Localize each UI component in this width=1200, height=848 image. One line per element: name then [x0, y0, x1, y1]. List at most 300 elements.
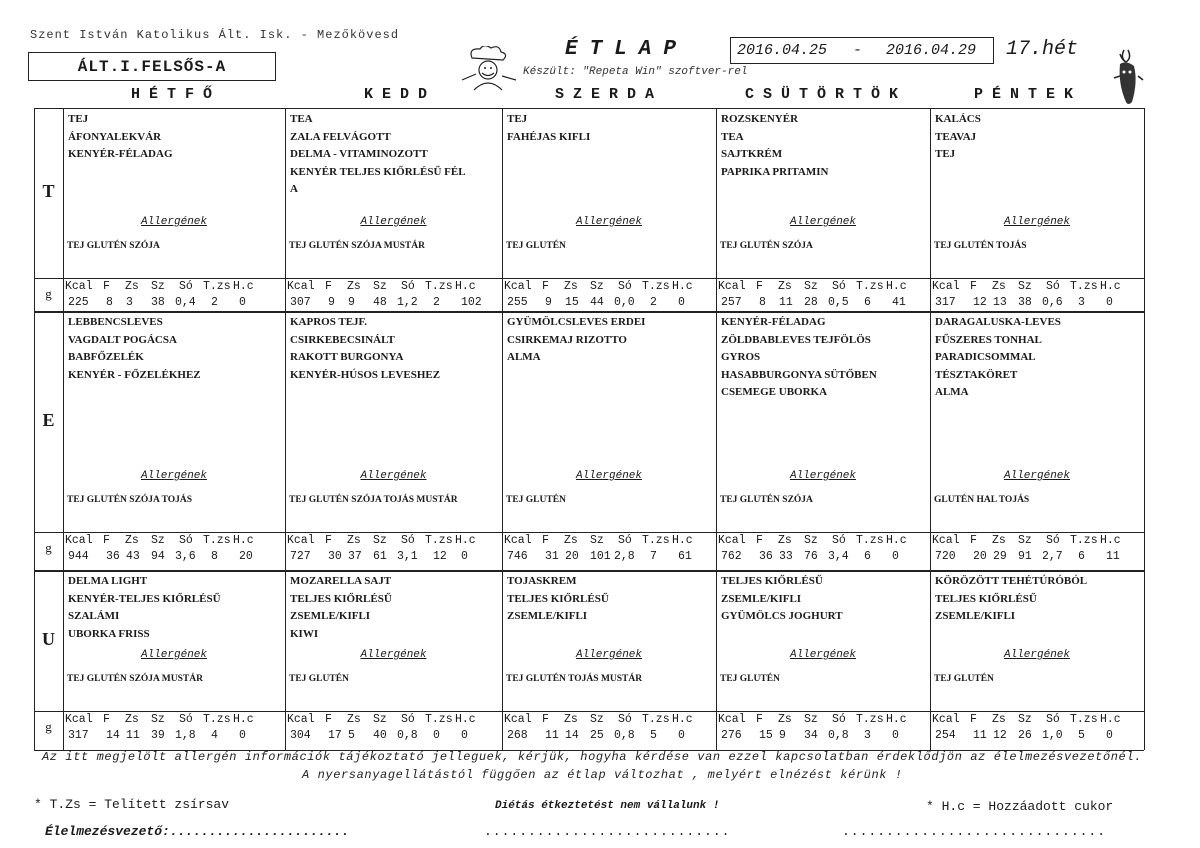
- date-separator: -: [853, 42, 863, 59]
- nutrition-value: 2: [650, 296, 657, 309]
- nutrition-value: 727: [290, 550, 311, 563]
- menu-title: ÉTLAP: [565, 38, 689, 61]
- nutrition-value: 11: [1106, 550, 1120, 563]
- nutrition-header: Zs: [778, 534, 792, 547]
- menu-item: BABFŐZELÉK: [68, 351, 144, 363]
- nutrition-header: Zs: [778, 280, 792, 293]
- nutrition-value: 61: [373, 550, 387, 563]
- allergen-values: TEJ GLUTÉN SZÓJA MUSTÁR: [67, 674, 203, 684]
- nutrition-header: Sz: [804, 534, 818, 547]
- menu-item: KENYÉR-HÚSOS LEVESHEZ: [290, 368, 441, 381]
- week-number: 17.hét: [1006, 38, 1079, 61]
- allergen-values: TEJ GLUTÉN TOJÁS: [934, 241, 1027, 251]
- menu-item: KENYÉR - FŐZELÉKHEZ: [68, 368, 201, 381]
- menu-item: KAPROS TEJF.: [290, 316, 368, 328]
- nutrition-header: H.c: [886, 713, 907, 726]
- allergen-heading: Allergének: [575, 470, 642, 482]
- allergen-values: TEJ GLUTÉN SZÓJA TOJÁS: [67, 495, 193, 505]
- nutrition-header: F: [542, 280, 549, 293]
- menu-items: [68, 314, 201, 384]
- menu-cell: [285, 108, 502, 311]
- menu-cell: [63, 570, 285, 750]
- nutrition-header: F: [325, 280, 332, 293]
- nutrition-value: 2,7: [1042, 550, 1063, 563]
- nutrition-header: Só: [618, 534, 632, 547]
- nutrition-value: 20: [239, 550, 253, 563]
- menu-cell: [502, 311, 716, 570]
- nutrition-header: Sz: [151, 534, 165, 547]
- menu-item: LEBBENCSLEVES: [68, 316, 163, 328]
- menu-item: GYÜMÖLCSLEVES ERDEI: [507, 316, 646, 328]
- menu-items: [721, 314, 877, 402]
- nutrition-value: 101: [590, 550, 611, 563]
- nutrition-header: Zs: [347, 534, 361, 547]
- nutrition-value: 91: [1018, 550, 1032, 563]
- nutrition-header: Kcal: [65, 280, 93, 293]
- menu-items: [721, 573, 843, 626]
- nutrition-value: 0: [1106, 296, 1113, 309]
- nutrition-value: 0: [461, 550, 468, 563]
- nutrition-header: Kcal: [287, 280, 315, 293]
- manager-signature-line: Élelmezésvezető:.......................: [45, 824, 350, 839]
- nutrition-value: 4: [211, 729, 218, 742]
- nutrition-header: Sz: [151, 280, 165, 293]
- menu-items: [721, 111, 828, 181]
- menu-item: TELJES KIŐRLÉSŰ: [290, 592, 392, 605]
- nutrition-value: 0,5: [828, 296, 849, 309]
- nutrition-value: 3,1: [397, 550, 418, 563]
- nutrition-value: 33: [779, 550, 793, 563]
- nutrition-header: Zs: [347, 280, 361, 293]
- date-from: 2016.04.25: [737, 42, 828, 59]
- nutrition-value: 9: [545, 296, 552, 309]
- nutrition-header: F: [103, 713, 110, 726]
- allergen-values: GLUTÉN HAL TOJÁS: [934, 495, 1030, 505]
- nutrition-value: 2: [433, 296, 440, 309]
- allergen-values: TEJ GLUTÉN: [720, 674, 780, 684]
- nutrition-header: Só: [401, 713, 415, 726]
- nutrition-value: 317: [935, 296, 956, 309]
- nutrition-header: T.zs: [425, 280, 453, 293]
- nutrition-value: 12: [993, 729, 1007, 742]
- change-notice: A nyersanyagellátástól függően az étlap változhat , melyért elnézést kérünk !: [302, 768, 903, 782]
- nutrition-header: T.zs: [642, 713, 670, 726]
- nutrition-header: T.zs: [425, 534, 453, 547]
- menu-item: TEJ: [68, 113, 89, 125]
- allergen-values: TEJ GLUTÉN TOJÁS MUSTÁR: [506, 674, 643, 684]
- nutrition-value: 11: [973, 729, 987, 742]
- nutrition-value: 40: [373, 729, 387, 742]
- nutrition-header: H.c: [233, 713, 254, 726]
- menu-item: SAJTKRÉM: [721, 148, 783, 160]
- nutrition-value: 8: [759, 296, 766, 309]
- menu-item: KALÁCS: [935, 113, 981, 125]
- allergen-heading: Allergének: [140, 649, 207, 661]
- gram-unit-label: g: [45, 719, 52, 734]
- menu-cell: [285, 311, 502, 570]
- day-header-friday: PÉNTEK: [974, 86, 1083, 103]
- nutrition-value: 29: [993, 550, 1007, 563]
- menu-item: SZALÁMI: [68, 610, 120, 622]
- signature-line-2: ............................: [484, 824, 731, 839]
- menu-cell: [716, 311, 930, 570]
- menu-item: ALMA: [935, 386, 969, 398]
- nutrition-value: 7: [650, 550, 657, 563]
- nutrition-header: Sz: [590, 280, 604, 293]
- nutrition-header: F: [103, 534, 110, 547]
- nutrition-header: Só: [179, 534, 193, 547]
- nutrition-value: 3: [1078, 296, 1085, 309]
- gram-unit-label: g: [45, 540, 52, 555]
- nutrition-header: Zs: [564, 534, 578, 547]
- menu-cell: [930, 311, 1144, 570]
- nutrition-header: H.c: [233, 534, 254, 547]
- menu-item: KENYÉR-TELJES KIŐRLÉSŰ: [68, 592, 221, 605]
- nutrition-value: 44: [590, 296, 604, 309]
- menu-item: CSIRKEBECSINÁLT: [290, 333, 395, 346]
- menu-item: CSIRKEMAJ RIZOTTO: [507, 333, 627, 346]
- nutrition-header: Zs: [992, 280, 1006, 293]
- nutrition-value: 20: [973, 550, 987, 563]
- day-header-monday: HÉTFŐ: [131, 86, 222, 103]
- allergen-values: TEJ GLUTÉN: [506, 495, 566, 505]
- nutrition-header: Zs: [564, 713, 578, 726]
- allergen-heading: Allergének: [1003, 216, 1070, 228]
- nutrition-header: Zs: [778, 713, 792, 726]
- menu-item: CSEMEGE UBORKA: [721, 386, 828, 398]
- signature-line-3: ..............................: [842, 824, 1107, 839]
- allergen-values: TEJ GLUTÉN SZÓJA: [720, 241, 813, 251]
- nutrition-value: 3: [864, 729, 871, 742]
- nutrition-value: 14: [565, 729, 579, 742]
- nutrition-header: H.c: [886, 280, 907, 293]
- nutrition-value: 3,6: [175, 550, 196, 563]
- nutrition-header: H.c: [1100, 534, 1121, 547]
- nutrition-header: F: [756, 280, 763, 293]
- menu-items: [290, 111, 466, 199]
- nutrition-value: 1,0: [1042, 729, 1063, 742]
- nutrition-value: 48: [373, 296, 387, 309]
- meal-letter: E: [42, 409, 55, 430]
- nutrition-header: F: [542, 713, 549, 726]
- allergen-heading: Allergének: [1003, 649, 1070, 661]
- nutrition-header: Só: [179, 713, 193, 726]
- menu-item: ROZSKENYÉR: [721, 113, 799, 125]
- nutrition-value: 255: [507, 296, 528, 309]
- allergen-heading: Allergének: [575, 649, 642, 661]
- nutrition-header: Kcal: [65, 713, 93, 726]
- nutrition-value: 12: [433, 550, 447, 563]
- nutrition-value: 11: [779, 296, 793, 309]
- nutrition-value: 1,2: [397, 296, 418, 309]
- nutrition-header: Kcal: [504, 280, 532, 293]
- nutrition-value: 0: [239, 296, 246, 309]
- nutrition-value: 0: [433, 729, 440, 742]
- menu-item: TÉSZTAKÖRET: [935, 368, 1018, 381]
- allergen-heading: Allergének: [360, 649, 427, 661]
- menu-item: ZSEMLE/KIFLI: [721, 592, 802, 605]
- menu-item: ALMA: [507, 351, 541, 363]
- nutrition-value: 0: [678, 729, 685, 742]
- menu-item: FAHÉJAS KIFLI: [507, 130, 591, 143]
- tzs-legend: * T.Zs = Telített zsírsav: [34, 797, 230, 812]
- nutrition-value: 0,6: [1042, 296, 1063, 309]
- menu-item: TEJ: [935, 148, 956, 160]
- menu-item: PAPRIKA PRITAMIN: [721, 165, 829, 178]
- nutrition-value: 0,4: [175, 296, 196, 309]
- menu-item: DELMA - VITAMINOZOTT: [290, 148, 428, 160]
- allergen-heading: Allergének: [140, 470, 207, 482]
- nutrition-value: 76: [804, 550, 818, 563]
- allergen-values: TEJ GLUTÉN: [506, 241, 566, 251]
- nutrition-value: 254: [935, 729, 956, 742]
- nutrition-value: 276: [721, 729, 742, 742]
- nutrition-header: Sz: [590, 713, 604, 726]
- nutrition-header: Sz: [1018, 534, 1032, 547]
- nutrition-header: Sz: [373, 713, 387, 726]
- nutrition-header: H.c: [886, 534, 907, 547]
- menu-item: TELJES KIŐRLÉSŰ: [935, 592, 1037, 605]
- menu-item: DARAGALUSKA-LEVES: [935, 316, 1061, 328]
- nutrition-value: 304: [290, 729, 311, 742]
- menu-cell: [930, 570, 1144, 750]
- nutrition-value: 28: [804, 296, 818, 309]
- menu-item: ZALA FELVÁGOTT: [290, 130, 391, 143]
- allergen-values: TEJ GLUTÉN SZÓJA: [67, 241, 160, 251]
- menu-item: KIWI: [290, 627, 319, 640]
- allergen-values: TEJ GLUTÉN SZÓJA: [720, 495, 813, 505]
- menu-table: [34, 108, 1144, 750]
- menu-items: [507, 111, 590, 146]
- nutrition-header: F: [756, 534, 763, 547]
- allergen-values: TEJ GLUTÉN SZÓJA MUSTÁR: [289, 241, 425, 251]
- nutrition-header: H.c: [1100, 713, 1121, 726]
- nutrition-header: F: [103, 280, 110, 293]
- hc-legend: * H.c = Hozzáadott cukor: [926, 799, 1114, 814]
- nutrition-header: T.zs: [203, 280, 231, 293]
- nutrition-header: H.c: [672, 534, 693, 547]
- menu-item: ZSEMLE/KIFLI: [935, 610, 1016, 622]
- nutrition-value: 0: [892, 550, 899, 563]
- menu-items: [935, 111, 981, 164]
- nutrition-header: H.c: [233, 280, 254, 293]
- menu-cell: [502, 570, 716, 750]
- allergen-disclaimer: Az itt megjelölt allergén információk tájékoztató jelleguek, kérjük, hogyha kérdése van ezzel kapcsolatban érdeklődjön az élelmezésvezetőnél.: [42, 750, 1142, 764]
- nutrition-value: 9: [328, 296, 335, 309]
- menu-item: KENYÉR-FÉLADAG: [721, 316, 826, 328]
- allergen-heading: Allergének: [575, 216, 642, 228]
- chef-icon: [458, 46, 520, 92]
- nutrition-header: Só: [1046, 280, 1060, 293]
- nutrition-header: F: [970, 534, 977, 547]
- nutrition-header: Kcal: [932, 713, 960, 726]
- nutrition-value: 15: [565, 296, 579, 309]
- nutrition-header: Kcal: [65, 534, 93, 547]
- menu-items: [68, 111, 173, 164]
- nutrition-value: 37: [348, 550, 362, 563]
- nutrition-header: T.zs: [642, 280, 670, 293]
- nutrition-header: Só: [618, 280, 632, 293]
- nutrition-header: T.zs: [856, 713, 884, 726]
- menu-items: [935, 573, 1087, 626]
- menu-item: UBORKA FRISS: [68, 627, 150, 640]
- menu-item: DELMA LIGHT: [68, 575, 148, 587]
- nutrition-value: 317: [68, 729, 89, 742]
- nutrition-header: T.zs: [642, 534, 670, 547]
- nutrition-header: Só: [618, 713, 632, 726]
- nutrition-header: Só: [401, 280, 415, 293]
- nutrition-header: F: [970, 713, 977, 726]
- nutrition-header: Só: [832, 280, 846, 293]
- date-range: [730, 37, 994, 64]
- nutrition-value: 3: [126, 296, 133, 309]
- nutrition-value: 1,8: [175, 729, 196, 742]
- menu-item: HASABBURGONYA SÜTŐBEN: [721, 368, 877, 381]
- nutrition-value: 36: [759, 550, 773, 563]
- class-label: ÁLT.I.FELSŐS-A: [28, 52, 276, 81]
- nutrition-header: Sz: [151, 713, 165, 726]
- menu-cell: [63, 311, 285, 570]
- menu-item: GYROS: [721, 351, 761, 363]
- nutrition-value: 0: [239, 729, 246, 742]
- nutrition-header: H.c: [1100, 280, 1121, 293]
- nutrition-header: Só: [401, 534, 415, 547]
- menu-cell: [502, 108, 716, 311]
- nutrition-value: 0: [1106, 729, 1113, 742]
- nutrition-header: Zs: [564, 280, 578, 293]
- nutrition-value: 0,0: [614, 296, 635, 309]
- nutrition-header: Zs: [347, 713, 361, 726]
- menu-cell: [285, 570, 502, 750]
- nutrition-header: H.c: [672, 713, 693, 726]
- nutrition-header: F: [542, 534, 549, 547]
- allergen-heading: Allergének: [360, 470, 427, 482]
- nutrition-header: Sz: [373, 534, 387, 547]
- nutrition-header: Sz: [804, 713, 818, 726]
- nutrition-header: F: [970, 280, 977, 293]
- nutrition-header: Sz: [1018, 713, 1032, 726]
- nutrition-header: Só: [1046, 713, 1060, 726]
- nutrition-value: 61: [678, 550, 692, 563]
- menu-item: ZSEMLE/KIFLI: [507, 610, 588, 622]
- nutrition-value: 9: [779, 729, 786, 742]
- nutrition-value: 9: [348, 296, 355, 309]
- nutrition-header: Sz: [590, 534, 604, 547]
- nutrition-value: 43: [126, 550, 140, 563]
- nutrition-value: 6: [864, 550, 871, 563]
- allergen-values: TEJ GLUTÉN SZÓJA TOJÁS MUSTÁR: [289, 495, 458, 505]
- nutrition-value: 257: [721, 296, 742, 309]
- nutrition-header: Zs: [125, 534, 139, 547]
- menu-item: TOJASKREM: [507, 575, 577, 587]
- nutrition-value: 0,8: [614, 729, 635, 742]
- nutrition-header: Só: [179, 280, 193, 293]
- menu-item: KENYÉR TELJES KIŐRLÉSŰ FÉL: [290, 165, 466, 178]
- menu-cell: [930, 108, 1144, 311]
- nutrition-header: Sz: [373, 280, 387, 293]
- menu-item: TEA: [721, 130, 744, 143]
- menu-item: KENYÉR-FÉLADAG: [68, 148, 173, 160]
- grid-vertical-line: [1144, 108, 1145, 750]
- menu-items: [290, 314, 440, 384]
- nutrition-header: T.zs: [203, 534, 231, 547]
- day-header-wednesday: SZERDA: [555, 86, 664, 103]
- nutrition-value: 6: [1078, 550, 1085, 563]
- menu-items: [507, 314, 645, 367]
- nutrition-header: T.zs: [1070, 713, 1098, 726]
- nutrition-value: 14: [106, 729, 120, 742]
- nutrition-value: 38: [1018, 296, 1032, 309]
- nutrition-header: Kcal: [718, 280, 746, 293]
- allergen-values: TEJ GLUTÉN: [934, 674, 994, 684]
- school-name: Szent István Katolikus Ált. Isk. - Mezőkövesd: [30, 28, 400, 42]
- nutrition-value: 2: [211, 296, 218, 309]
- nutrition-header: Sz: [1018, 280, 1032, 293]
- nutrition-value: 41: [892, 296, 906, 309]
- nutrition-value: 0,8: [397, 729, 418, 742]
- nutrition-value: 25: [590, 729, 604, 742]
- nutrition-header: Kcal: [932, 280, 960, 293]
- nutrition-header: T.zs: [425, 713, 453, 726]
- menu-item: TEAVAJ: [935, 130, 977, 143]
- nutrition-header: Kcal: [932, 534, 960, 547]
- menu-item: PARADICSOMMAL: [935, 351, 1036, 363]
- nutrition-value: 307: [290, 296, 311, 309]
- nutrition-value: 0,8: [828, 729, 849, 742]
- menu-cell: [63, 108, 285, 311]
- menu-item: FŰSZERES TONHAL: [935, 333, 1042, 346]
- nutrition-header: F: [325, 534, 332, 547]
- allergen-heading: Allergének: [789, 470, 856, 482]
- menu-cell: [716, 570, 930, 750]
- nutrition-header: T.zs: [203, 713, 231, 726]
- nutrition-value: 102: [461, 296, 482, 309]
- allergen-heading: Allergének: [789, 649, 856, 661]
- nutrition-value: 26: [1018, 729, 1032, 742]
- nutrition-header: T.zs: [1070, 534, 1098, 547]
- nutrition-value: 15: [759, 729, 773, 742]
- software-note: Készült: "Repeta Win" szoftver-rel: [523, 66, 748, 78]
- nutrition-value: 38: [151, 296, 165, 309]
- nutrition-value: 5: [348, 729, 355, 742]
- menu-items: [507, 573, 609, 626]
- menu-item: VAGDALT POGÁCSA: [68, 333, 177, 346]
- nutrition-value: 13: [993, 296, 1007, 309]
- menu-items: [68, 573, 221, 643]
- diet-notice: Diétás étkeztetést nem vállalunk !: [495, 800, 720, 812]
- menu-cell: [716, 108, 930, 311]
- nutrition-value: 17: [328, 729, 342, 742]
- nutrition-header: T.zs: [856, 280, 884, 293]
- nutrition-value: 5: [650, 729, 657, 742]
- menu-item: TELJES KIŐRLÉSŰ: [721, 575, 823, 587]
- nutrition-value: 3,4: [828, 550, 849, 563]
- nutrition-value: 0: [461, 729, 468, 742]
- nutrition-value: 34: [804, 729, 818, 742]
- nutrition-value: 12: [973, 296, 987, 309]
- nutrition-header: T.zs: [856, 534, 884, 547]
- gram-unit-label: g: [45, 286, 52, 301]
- vegetable-mascot-icon: [1110, 48, 1144, 106]
- day-header-tuesday: KEDD: [364, 86, 437, 103]
- nutrition-value: 268: [507, 729, 528, 742]
- menu-item: RAKOTT BURGONYA: [290, 351, 404, 363]
- nutrition-value: 6: [864, 296, 871, 309]
- nutrition-value: 30: [328, 550, 342, 563]
- menu-item: ZÖLDBABLEVES TEJFÖLÖS: [721, 333, 871, 346]
- menu-items: [290, 573, 392, 643]
- nutrition-value: 20: [565, 550, 579, 563]
